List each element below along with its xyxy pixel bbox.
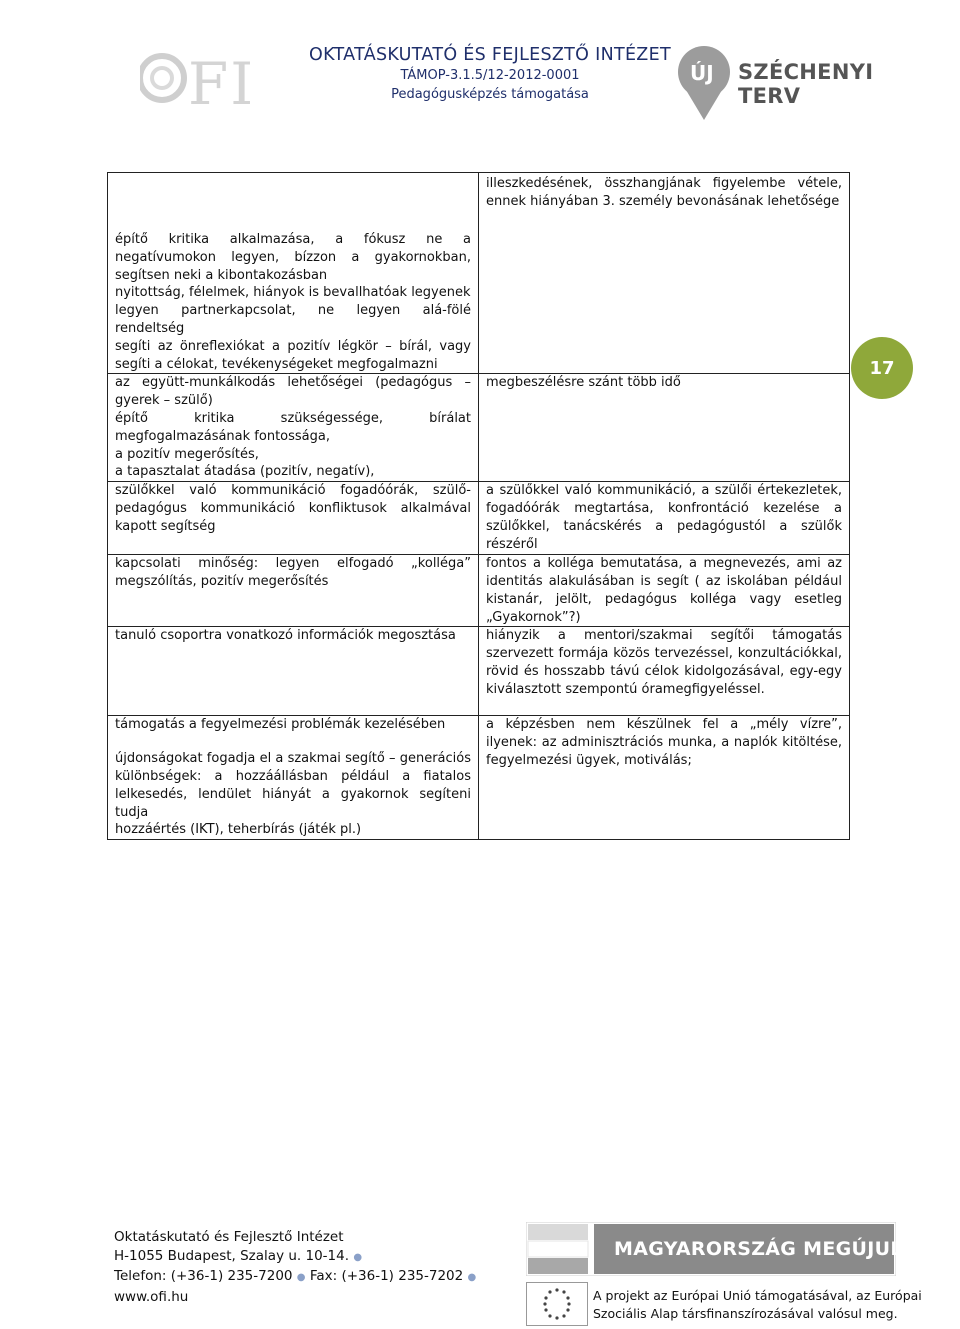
- cell-paragraph: megbeszélésre szánt több idő: [486, 375, 681, 391]
- table-cell-left: [108, 482, 479, 555]
- table-cell-right: [479, 482, 850, 555]
- table-cell-right: [479, 374, 850, 482]
- cell-paragraph: a tapasztalat átadása (pozitív, negatív),: [115, 464, 375, 480]
- footer-address: [114, 1228, 476, 1306]
- bullet-icon: ●: [467, 1272, 477, 1283]
- table-cell-right: [479, 173, 850, 374]
- ofi-logo-text: FI: [188, 50, 256, 114]
- eu-line-2: Szociális Alap társfinanszírozásával valósul meg.: [593, 1306, 898, 1321]
- eu-funding-note: [593, 1287, 922, 1323]
- footer-fax: Fax: (+36-1) 235-7202: [309, 1268, 464, 1284]
- cell-paragraph: hozzáértés (IKT), teherbírás (játék pl.): [115, 822, 362, 838]
- cell-paragraph: nyitottság, félelmek, hiányok is bevallhatóak legyenek: [115, 285, 471, 301]
- szechenyi-logo: [676, 42, 926, 122]
- cell-paragraph: újdonságokat fogadja el a szakmai segítő – generációs különbségek: a hozzáállásban például a fiatalos lelkesedés, lendület hiányát a gyakornok segíteni tudja: [115, 751, 471, 820]
- footer-phone: Telefon: (+36-1) 235-7200: [114, 1268, 293, 1284]
- footer-website[interactable]: www.ofi.hu: [114, 1288, 189, 1305]
- footer-org-name: Oktatáskutató és Fejlesztő Intézet: [114, 1229, 344, 1245]
- project-code: TÁMOP-3.1.5/12-2012-0001: [400, 68, 580, 83]
- cell-paragraph: segíti az önreflexiókat a pozitív légkör – bírál, vagy segíti a célokat, tevékenységeket megfogalmazni: [115, 338, 471, 372]
- banner-text: MAGYARORSZÁG MEGÚJUL: [614, 1238, 903, 1260]
- cell-paragraph: építő kritika alkalmazása, a fókusz ne a negatívumokon legyen, bízzon a gyakornokban, segítsen neki a kibontakozásban: [115, 232, 471, 283]
- cell-paragraph: fontos a kolléga bemutatása, a megnevezés, ami az identitás alakulásában is segít ( az iskolában például kistanár, jelölt, pedagógus kolléga vagy esetleg „Gyakornok”?): [486, 556, 842, 625]
- institute-name: OKTATÁSKUTATÓ ÉS FEJLESZTŐ INTÉZET: [309, 45, 671, 65]
- table-row: [108, 374, 850, 482]
- cell-paragraph: építő kritika szükségessége, bírálat megfogalmazásának fontossága,: [115, 410, 471, 444]
- table-cell-right: [479, 555, 850, 627]
- table-row: [108, 555, 850, 627]
- footer-street: H-1055 Budapest, Szalay u. 10-14.: [114, 1247, 350, 1264]
- cell-paragraph: tanuló csoportra vonatkozó információk megosztása: [115, 628, 456, 644]
- cell-paragraph: az együtt-munkálkodás lehetőségei (pedagógus – gyerek – szülő): [115, 375, 471, 409]
- eu-flag-icon: [526, 1282, 588, 1326]
- bullet-icon: ●: [296, 1272, 306, 1283]
- table-row: [108, 173, 850, 374]
- table-cell-left: [108, 555, 479, 627]
- cell-paragraph: szülőkkel való kommunikáció fogadóórák, szülő-pedagógus kommunikáció konfliktusok alkalmával kapott segítség: [115, 483, 471, 534]
- cell-paragraph: [115, 177, 471, 231]
- svg-text:ÚJ: ÚJ: [690, 61, 714, 85]
- table-row: [108, 627, 850, 716]
- szechenyi-title: SZÉCHENYI TERV: [738, 60, 874, 108]
- table-cell-left: [108, 173, 479, 374]
- cell-paragraph: a képzésben nem készülnek fel a „mély vízre”, ilyenek: az adminisztrációs munka, a naplók kitöltése, fegyelmezési ügyek, motiválás;: [486, 717, 842, 768]
- table-cell-right: [479, 627, 850, 716]
- cell-paragraph: támogatás a fegyelmezési problémák kezelésében: [115, 717, 446, 733]
- cell-paragraph: a szülőkkel való kommunikáció, a szülői értekezletek, fogadóórák megtartása, konfrontáció kezelése a szülőkkel, tanácskérés a pedagógustól a szülők részéről: [486, 483, 842, 552]
- table-row: [108, 482, 850, 555]
- content-table: [107, 172, 850, 840]
- eu-line-1: A projekt az Európai Unió támogatásával, az Európai: [593, 1288, 922, 1303]
- cell-paragraph: hiányzik a mentori/szakmai segítői támogatás szervezett formája közös tervezéssel, konzultációkkal, rövid és hosszabb távú célok kidolgozásával, egy-egy kiválasztott szempontú óramegfigyeléssel.: [486, 628, 842, 697]
- project-name: Pedagógusképzés támogatása: [391, 87, 589, 102]
- pin-icon: [676, 42, 734, 122]
- table-cell-left: [108, 627, 479, 716]
- cell-paragraph: a pozitív megerősítés,: [115, 446, 259, 462]
- page-number-badge: 17: [851, 337, 913, 399]
- table-row: [108, 716, 850, 840]
- table-cell-left: [108, 374, 479, 482]
- table-cell-right: [479, 716, 850, 840]
- header-text: [300, 44, 680, 104]
- cell-paragraph: legyen partnerkapcsolat, ne legyen alá-fölé rendeltség: [115, 303, 471, 336]
- cell-paragraph: kapcsolati minőség: legyen elfogadó „kolléga” megszólítás, pozitív megerősítés: [115, 556, 471, 589]
- bullet-icon: ●: [353, 1251, 363, 1263]
- ofi-logo: [140, 42, 270, 114]
- table-cell-left: [108, 716, 479, 840]
- cell-paragraph: illeszkedésének, összhangjának figyelembe vétele, ennek hiányában 3. személy bevonásának lehetősége: [486, 176, 842, 209]
